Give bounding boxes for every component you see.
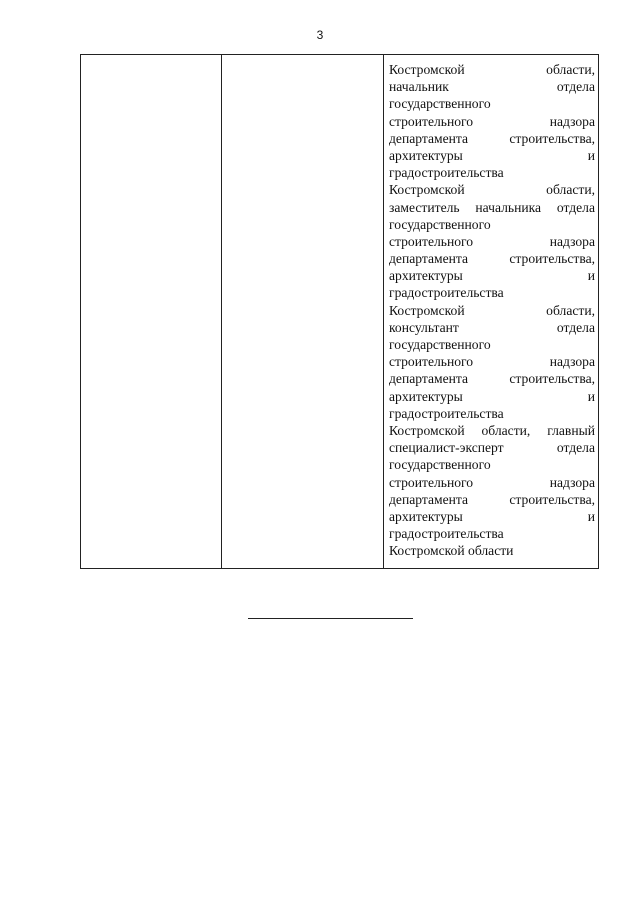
text-line: архитектуры и bbox=[389, 388, 595, 404]
text-line: департамента строительства, bbox=[389, 130, 595, 146]
text-line: Костромской области, bbox=[389, 62, 595, 77]
text-line: консультант отдела bbox=[389, 319, 595, 335]
text-line: Костромской области, bbox=[389, 182, 595, 198]
text-line: департамента строительства, bbox=[389, 491, 595, 507]
text-line: государственного bbox=[389, 96, 491, 112]
text-line: государственного bbox=[389, 216, 491, 232]
text-line: Костромской области, главный bbox=[389, 422, 595, 438]
closing-divider-line bbox=[248, 618, 413, 619]
text-line: градостроительства bbox=[389, 405, 504, 421]
document-table bbox=[80, 54, 599, 569]
text-line: департамента строительства, bbox=[389, 371, 595, 387]
text-line: градостроительства bbox=[389, 165, 504, 181]
text-line: градостроительства bbox=[389, 526, 504, 542]
text-line: градостроительства bbox=[389, 285, 504, 301]
text-line: заместитель начальника отдела bbox=[389, 199, 595, 215]
text-line: архитектуры и bbox=[389, 268, 595, 284]
text-line: департамента строительства, bbox=[389, 251, 595, 267]
text-line: строительного надзора bbox=[389, 474, 595, 490]
text-line: начальник отдела bbox=[389, 79, 595, 95]
text-line: архитектуры и bbox=[389, 508, 595, 524]
page-number: 3 bbox=[316, 28, 324, 42]
text-line: государственного bbox=[389, 457, 491, 473]
text-line: Костромской области, bbox=[389, 302, 595, 318]
text-line: специалист-эксперт отдела bbox=[389, 440, 595, 456]
text-line: строительного надзора bbox=[389, 113, 595, 129]
text-line: строительного надзора bbox=[389, 233, 595, 249]
table-cell-col2 bbox=[222, 55, 384, 568]
text-line: государственного bbox=[389, 337, 491, 352]
text-line: Костромской области bbox=[389, 543, 514, 559]
text-line: архитектуры и bbox=[389, 147, 595, 163]
table-cell-col1 bbox=[81, 55, 222, 568]
table-cell-col3 bbox=[384, 55, 598, 568]
text-line: строительного надзора bbox=[389, 354, 595, 370]
